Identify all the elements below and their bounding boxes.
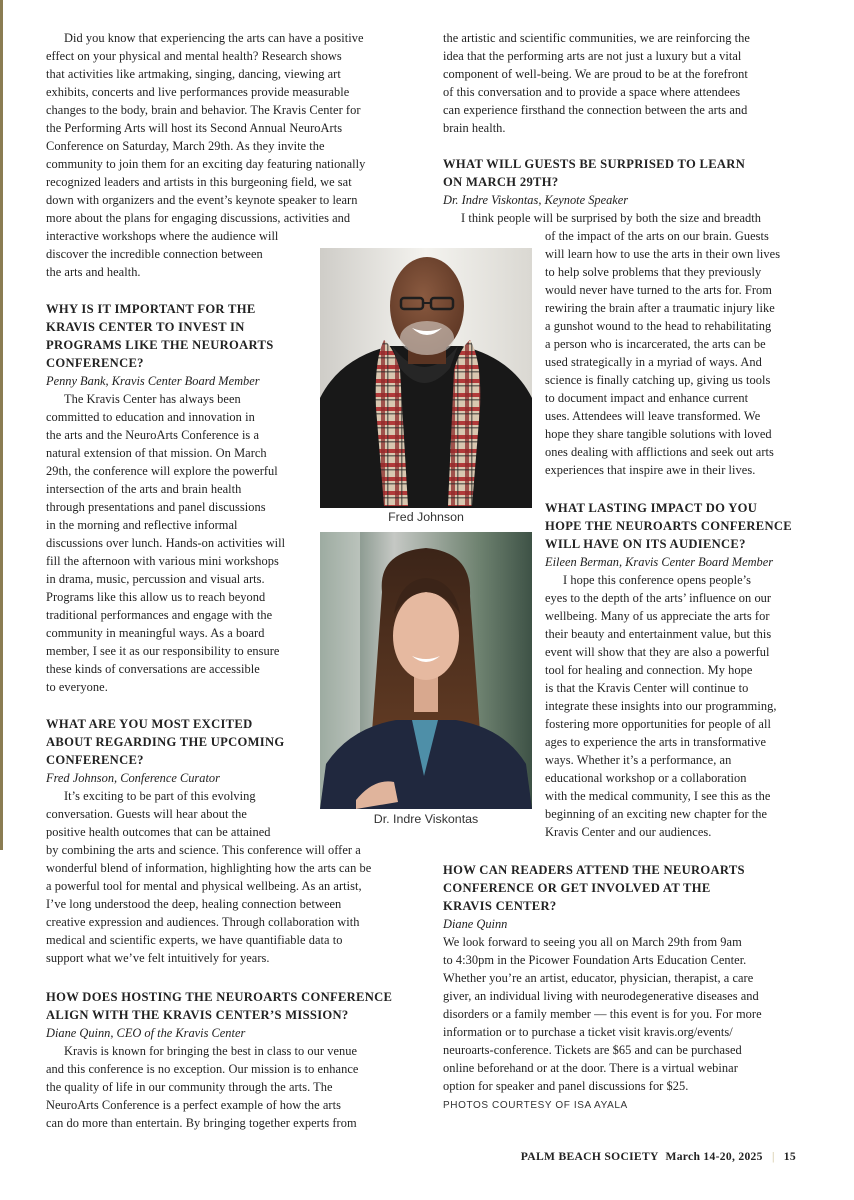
byline-diane-quinn-ceo: Diane Quinn, CEO of the Kravis Center <box>46 1026 246 1040</box>
photo-indre-viskontas <box>320 532 532 809</box>
answer-line: can experience firsthand the connection between the arts and <box>443 103 748 117</box>
answer-line: I hope this conference opens people’s <box>563 573 751 587</box>
intro-line: more about the plans for engaging discussions, activities and <box>46 211 351 225</box>
intro-line: the arts and health. <box>46 265 141 279</box>
heading-line: CONFERENCE? <box>46 356 144 370</box>
answer-line: Whether you’re an artist, educator, physician, therapist, a care <box>443 971 754 985</box>
question-heading-1 <box>46 300 274 372</box>
page-footer <box>521 1150 796 1163</box>
answer-line: wonderful blend of information, highlighting how the arts can be <box>46 861 372 875</box>
answer-line: uses. Attendees will leave transformed. We <box>545 409 761 423</box>
publication-name: PALM BEACH SOCIETY <box>520 1150 659 1163</box>
photo-fred-johnson <box>320 248 532 508</box>
answer-line: rewiring the brain after a traumatic injury like <box>545 301 775 315</box>
intro-paragraph <box>46 29 365 281</box>
heading-line: ON MARCH 29TH? <box>443 175 559 189</box>
answer-line: Kravis Center and our audiences. <box>545 825 712 839</box>
answer-line: their beauty and entertainment value, but this <box>545 627 772 641</box>
answer-line: Kravis is known for bringing the best in class to our venue <box>64 1044 358 1058</box>
answer-line: hope they share tangible solutions with loved <box>545 427 772 441</box>
heading-line: WHAT LASTING IMPACT DO YOU <box>545 501 758 515</box>
intro-line: the Performing Arts will host its Second Annual NeuroArts <box>46 121 343 135</box>
intro-line: interactive workshops where the audience will <box>46 229 279 243</box>
answer-line: integrate these insights into our programming, <box>545 699 777 713</box>
intro-line: down with organizers and the event’s keynote speaker to learn <box>46 193 358 207</box>
intro-line: Did you know that experiencing the arts can have a positive <box>64 31 364 45</box>
heading-line: WHY IS IT IMPORTANT FOR THE <box>46 302 256 316</box>
issue-date: March 14-20, 2025 <box>665 1150 763 1163</box>
answer-line: in drama, music, percussion and visual arts. <box>46 572 265 586</box>
heading-line: CONFERENCE? <box>46 753 144 767</box>
answer-line: can do more than entertain. By bringing together experts from <box>46 1116 357 1130</box>
heading-line: HOPE THE NEUROARTS CONFERENCE <box>545 519 792 533</box>
heading-line: WHAT ARE YOU MOST EXCITED <box>46 717 253 731</box>
answer-line: to help solve problems that they previously <box>545 265 762 279</box>
intro-line: exhibits, concerts and live performances provide measurable <box>46 85 350 99</box>
heading-line: ALIGN WITH THE KRAVIS CENTER’S MISSION? <box>46 1008 349 1022</box>
answer-line: option for speaker and panel discussions for $25. <box>443 1079 689 1093</box>
heading-line: KRAVIS CENTER? <box>443 899 557 913</box>
answer-line: a powerful tool for mental and physical wellbeing. As an artist, <box>46 879 362 893</box>
answer-line: member, I see it as our responsibility to ensure <box>46 644 280 658</box>
answer-line: conversation. Guests will hear about the <box>46 807 247 821</box>
answer-paragraph-6 <box>443 933 762 1095</box>
answer-line: is that the Kravis Center will continue to <box>545 681 749 695</box>
folio-separator: | <box>771 1150 775 1163</box>
answer-line: a gunshot wound to the head to rehabilitating <box>545 319 772 333</box>
answer-paragraph-1 <box>46 390 285 696</box>
answer-line: idea that the performing arts are not just a luxury but a vital <box>443 49 742 63</box>
heading-line: WILL HAVE ON ITS AUDIENCE? <box>545 537 746 551</box>
intro-line: recognized leaders and artists in this burgeoning field, we sat <box>46 175 352 189</box>
answer-line: wellbeing. Many of us appreciate the arts for <box>545 609 770 623</box>
answer-line: ages to experience the arts in transformative <box>545 735 767 749</box>
answer-line: the artistic and scientific communities, we are reinforcing the <box>443 31 750 45</box>
heading-line: PROGRAMS LIKE THE NEUROARTS <box>46 338 274 352</box>
answer-line: ways. Whether it’s a performance, an <box>545 753 732 767</box>
answer-line: NeuroArts Conference is a perfect example of how the arts <box>46 1098 341 1112</box>
answer-line: the arts and the NeuroArts Conference is a <box>46 428 260 442</box>
page-edge-rule <box>0 0 3 850</box>
caption-indre-viskontas: Dr. Indre Viskontas <box>373 812 479 826</box>
answer-line: traditional performances and engage with the <box>46 608 273 622</box>
heading-line: WHAT WILL GUESTS BE SURPRISED TO LEARN <box>443 157 746 171</box>
answer-line: would never have turned to the arts for. From <box>545 283 772 297</box>
answer-line: experiences that inspire awe in their lives. <box>545 463 756 477</box>
answer-line: tool for healing and connection. My hope <box>545 663 753 677</box>
heading-line: KRAVIS CENTER TO INVEST IN <box>46 320 245 334</box>
heading-line: HOW CAN READERS ATTEND THE NEUROARTS <box>443 863 745 877</box>
answer-line: It’s exciting to be part of this evolving <box>64 789 256 803</box>
byline-indre-viskontas: Dr. Indre Viskontas, Keynote Speaker <box>443 193 629 207</box>
caption-fred-johnson: Fred Johnson <box>388 510 464 524</box>
intro-line: changes to the body, brain and behavior. The Kravis Center for <box>46 103 361 117</box>
answer-line: support what we’ve felt intuitively for years. <box>46 951 270 965</box>
answer-line: The Kravis Center has always been <box>64 392 241 406</box>
intro-line: effect on your physical and mental health? Research shows <box>46 49 342 63</box>
question-heading-3 <box>46 988 392 1024</box>
heading-line: CONFERENCE OR GET INVOLVED AT THE <box>443 881 711 895</box>
byline-fred-johnson: Fred Johnson, Conference Curator <box>46 771 220 785</box>
answer-line: eyes to the depth of the arts’ influence on our <box>545 591 772 605</box>
question-heading-4 <box>443 155 745 191</box>
answer-line: neuroarts-conference. Tickets are $65 and can be purchased <box>443 1043 742 1057</box>
answer-line: these kinds of conversations are accessible <box>46 662 260 676</box>
answer-line: information or to purchase a ticket visit kravis.org/events/ <box>443 1025 733 1039</box>
answer-line: creative expression and audiences. Through collaboration with <box>46 915 360 929</box>
answer-line: and this conference is no exception. Our mission is to enhance <box>46 1062 359 1076</box>
answer-line: discussions over lunch. Hands-on activities will <box>46 536 286 550</box>
intro-line: community to join them for an exciting day featuring nationally <box>46 157 366 171</box>
question-heading-5 <box>545 499 792 553</box>
answer-line: of the impact of the arts on our brain. Guests <box>545 229 769 243</box>
answer-line: the quality of life in our community through the arts. The <box>46 1080 333 1094</box>
answer-line: community in meaningful ways. As a board <box>46 626 265 640</box>
answer-line: online beforehand or at the door. There is a virtual webinar <box>443 1061 738 1075</box>
answer-line: science is finally catching up, giving us tools <box>545 373 771 387</box>
answer-line: a person who is incarcerated, the arts can be <box>545 337 766 351</box>
intro-line: that activities like artmaking, singing, dancing, viewing art <box>46 67 341 81</box>
answer-line: committed to education and innovation in <box>46 410 255 424</box>
answer-paragraph-3-continued <box>443 29 750 137</box>
heading-line: ABOUT REGARDING THE UPCOMING <box>46 735 285 749</box>
answer-line: used strategically in a myriad of ways. And <box>545 355 762 369</box>
answer-line: We look forward to seeing you all on March 29th from 9am <box>443 935 742 949</box>
answer-line: to document impact and enhance current <box>545 391 749 405</box>
photo-credit: PHOTOS COURTESY OF ISA AYALA <box>443 1100 628 1111</box>
answer-line: educational workshop or a collaboration <box>545 771 747 785</box>
answer-line: 29th, the conference will explore the powerful <box>46 464 278 478</box>
answer-line: component of well-being. We are proud to be at the forefront <box>443 67 748 81</box>
answer-line: beginning of an exciting new chapter for the <box>545 807 768 821</box>
answer-line: positive health outcomes that can be attained <box>46 825 271 839</box>
byline-eileen-berman: Eileen Berman, Kravis Center Board Member <box>545 555 774 569</box>
byline-diane-quinn: Diane Quinn <box>443 917 508 931</box>
intro-line: Conference on Saturday, March 29th. As they invite the <box>46 139 325 153</box>
answer-line: I’ve long understood the deep, healing connection between <box>46 897 342 911</box>
answer-line: by combining the arts and science. This conference will offer a <box>46 843 361 857</box>
heading-line: HOW DOES HOSTING THE NEUROARTS CONFERENCE <box>46 990 393 1004</box>
byline-penny-bank: Penny Bank, Kravis Center Board Member <box>46 374 260 388</box>
question-heading-6 <box>443 861 745 915</box>
page-number: 15 <box>783 1150 796 1163</box>
answer-line: in the morning and reflective informal <box>46 518 238 532</box>
answer-line: brain health. <box>443 121 506 135</box>
answer-line: natural extension of that mission. On March <box>46 446 267 460</box>
answer-line: ones dealing with afflictions and seek out arts <box>545 445 774 459</box>
answer-line: with the medical community, I see this as the <box>545 789 771 803</box>
answer-line: giver, an individual living with neurodegenerative diseases and <box>443 989 759 1003</box>
answer-paragraph-4-first-line: I think people will be surprised by both the size and breadth <box>461 211 762 225</box>
answer-line: through presentations and panel discussions <box>46 500 266 514</box>
answer-line: disorders or a family member — this event is for you. For more <box>443 1007 762 1021</box>
answer-line: fostering more opportunities for people of all <box>545 717 771 731</box>
answer-line: will learn how to use the arts in their own lives <box>545 247 781 261</box>
answer-line: intersection of the arts and brain health <box>46 482 242 496</box>
answer-paragraph-3 <box>46 1042 358 1132</box>
answer-paragraph-5 <box>545 571 776 841</box>
question-heading-2 <box>46 715 285 769</box>
intro-line: discover the incredible connection between <box>46 247 263 261</box>
answer-paragraph-4 <box>545 227 780 479</box>
answer-line: to 4:30pm in the Picower Foundation Arts Education Center. <box>443 953 747 967</box>
answer-line: fill the afternoon with various mini workshops <box>46 554 279 568</box>
answer-line: medical and scientific experts, we have quantifiable data to <box>46 933 343 947</box>
answer-line: event will show that they are also a powerful <box>545 645 770 659</box>
answer-line: Programs like this allow us to reach beyond <box>46 590 266 604</box>
answer-line: of this conversation and to provide a space where attendees <box>443 85 741 99</box>
answer-line: to everyone. <box>46 680 108 694</box>
